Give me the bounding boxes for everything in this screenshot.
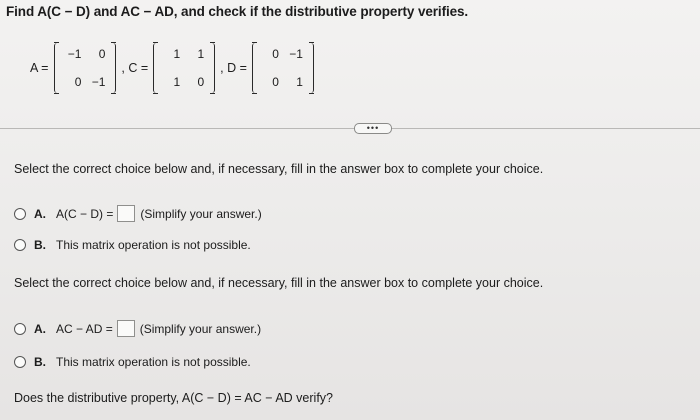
choice-letter: B. [34, 355, 46, 369]
matrix-c-label: , C = [121, 61, 149, 75]
matrix-a-cell: 0 [74, 75, 82, 89]
part2-choice-a[interactable] [14, 320, 261, 337]
expand-more-button[interactable]: ••• [354, 123, 392, 134]
matrix-d-cell: −1 [289, 47, 303, 61]
answer-input-box[interactable] [117, 320, 135, 337]
matrix-a-cell: 0 [98, 47, 106, 61]
radio-button[interactable] [14, 208, 26, 220]
choice-letter: A. [34, 206, 46, 221]
matrix-c-cell: 0 [197, 75, 205, 89]
matrices-row [30, 35, 318, 101]
choice-letter: B. [34, 238, 46, 252]
part1-instruction: Select the correct choice below and, if necessary, fill in the answer box to complete your choice. [14, 162, 544, 176]
part2-instruction: Select the correct choice below and, if necessary, fill in the answer box to complete your choice. [14, 276, 544, 290]
choice-letter: A. [34, 321, 46, 336]
answer-input-box[interactable] [117, 205, 135, 222]
matrix-d-cell: 0 [272, 47, 279, 61]
choice-text: This matrix operation is not possible. [56, 355, 251, 369]
choice-expression: AC − AD = [56, 321, 113, 336]
radio-button[interactable] [14, 239, 26, 251]
choice-text: This matrix operation is not possible. [56, 238, 251, 252]
matrix-a-cell: −1 [67, 47, 82, 61]
radio-button[interactable] [14, 323, 26, 335]
choice-hint: (Simplify your answer.) [140, 206, 262, 221]
matrix-a-label: A = [30, 61, 49, 75]
choice-hint: (Simplify your answer.) [139, 321, 262, 336]
matrix-c-cell: 1 [173, 75, 181, 89]
matrix-c [153, 43, 215, 93]
part2-choice-b[interactable] [14, 355, 251, 369]
matrix-d [252, 43, 314, 93]
matrix-c-cell: 1 [173, 47, 181, 61]
matrix-a-cell: −1 [91, 75, 106, 89]
radio-button[interactable] [14, 356, 26, 368]
matrix-d-cell: 0 [272, 75, 279, 89]
matrix-a [54, 43, 116, 93]
question-title: Find A(C − D) and AC − AD, and check if the distributive property verifies. [6, 4, 469, 19]
matrix-d-label: , D = [220, 61, 247, 75]
choice-expression: A(C − D) = [56, 206, 114, 221]
part1-choice-b[interactable] [14, 238, 251, 252]
part1-choice-a[interactable] [14, 205, 262, 222]
matrix-d-cell: 1 [296, 75, 303, 89]
matrix-c-cell: 1 [197, 47, 205, 61]
section-divider [0, 128, 700, 129]
distributive-property-question: Does the distributive property, A(C − D) = AC − AD verify? [14, 391, 334, 405]
